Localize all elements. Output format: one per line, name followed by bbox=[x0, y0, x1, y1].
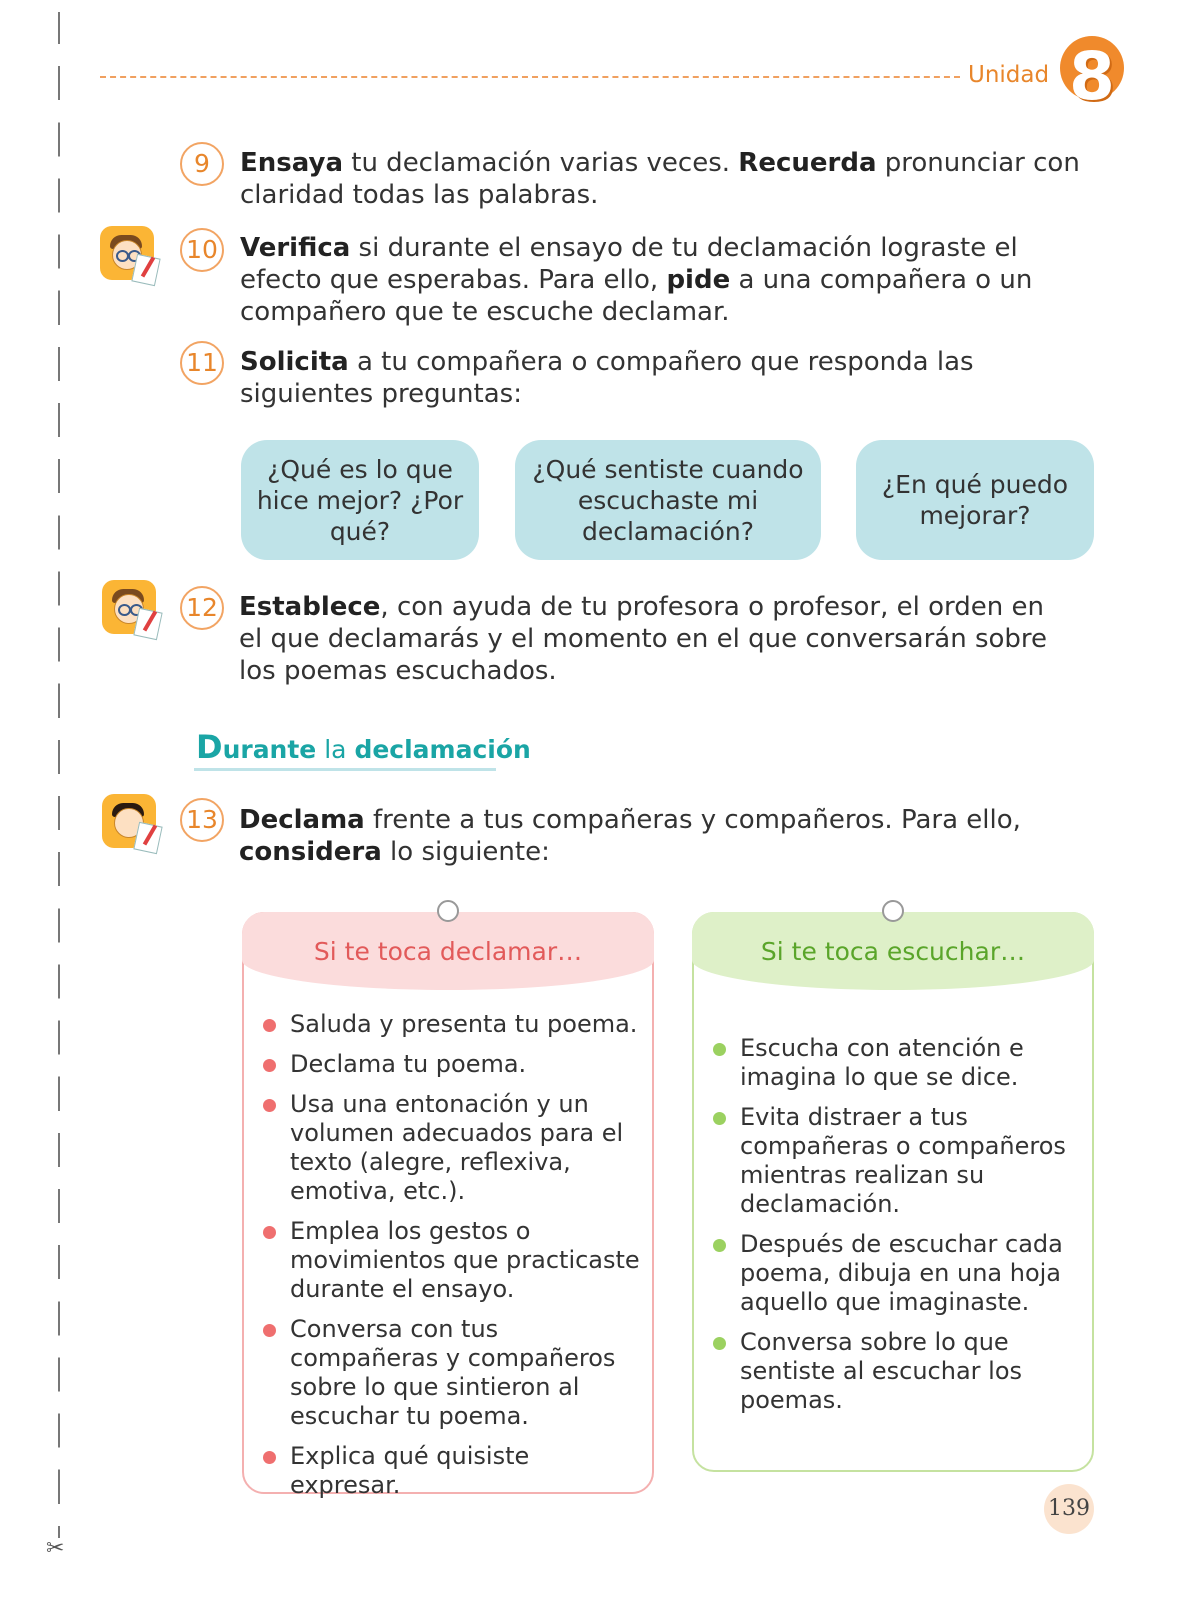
teacher-avatar-icon bbox=[102, 580, 156, 634]
header-divider bbox=[100, 76, 960, 78]
step-text: Establece, con ayuda de tu profesora o profesor, el orden en el que declamarás y el momento en el que conversarán sobre los poemas escuchados. bbox=[239, 592, 1048, 686]
step-number: 9 bbox=[180, 142, 224, 186]
list-item: Explica qué quisiste expresar. bbox=[290, 1442, 640, 1500]
step-number: 13 bbox=[180, 798, 224, 842]
section-underline bbox=[194, 768, 496, 771]
step-text: Declama frente a tus compañeras y compañeros. Para ello, considera lo siguiente: bbox=[239, 805, 1021, 867]
question-bubble: ¿En qué puedo mejorar? bbox=[856, 440, 1094, 560]
step-text: Solicita a tu compañera o compañero que responda las siguientes preguntas: bbox=[240, 347, 974, 409]
student-pair-avatar-icon bbox=[100, 226, 154, 280]
escuchar-list bbox=[740, 1034, 1080, 1426]
step-text: Ensaya tu declamación varias veces. Recuerda pronunciar con claridad todas las palabras. bbox=[240, 148, 1080, 210]
section-title: Durante la declamación bbox=[196, 728, 531, 766]
step-number: 12 bbox=[180, 586, 224, 630]
unit-label: Unidad bbox=[968, 62, 1050, 88]
list-item: Evita distraer a tus compañeras o compañeros mientras realizan su declamación. bbox=[740, 1103, 1080, 1219]
step-number: 11 bbox=[180, 341, 224, 385]
list-item: Escucha con atención e imagina lo que se dice. bbox=[740, 1034, 1080, 1092]
page-number: 139 bbox=[1044, 1484, 1094, 1534]
card-escuchar bbox=[692, 912, 1094, 1472]
declamar-list bbox=[290, 1010, 640, 1511]
card-title: Si te toca escuchar… bbox=[692, 912, 1094, 990]
card-title: Si te toca declamar… bbox=[242, 912, 654, 990]
scissors-icon: ✂ bbox=[46, 1536, 65, 1561]
list-item: Declama tu poema. bbox=[290, 1050, 640, 1079]
cut-line bbox=[58, 12, 60, 1582]
list-item: Saluda y presenta tu poema. bbox=[290, 1010, 640, 1039]
student-avatar-icon bbox=[102, 794, 156, 848]
unit-number: 8 bbox=[1069, 38, 1115, 115]
card-declamar bbox=[242, 912, 654, 1499]
step-text: Verifica si durante el ensayo de tu declamación lograste el efecto que esperabas. Para ello, pide a una compañera o un compañero que te escuche declamar. bbox=[240, 233, 1033, 327]
tag-hole-icon bbox=[882, 900, 904, 922]
list-item: Emplea los gestos o movimientos que practicaste durante el ensayo. bbox=[290, 1217, 640, 1303]
question-bubble: ¿Qué sentiste cuando escuchaste mi declamación? bbox=[515, 440, 821, 560]
list-item: Conversa sobre lo que sentiste al escuchar los poemas. bbox=[740, 1328, 1080, 1415]
list-item: Después de escuchar cada poema, dibuja en una hoja aquello que imaginaste. bbox=[740, 1230, 1080, 1317]
question-bubble: ¿Qué es lo que hice mejor? ¿Por qué? bbox=[241, 440, 479, 560]
step-number: 10 bbox=[180, 228, 224, 272]
list-item: Usa una entonación y un volumen adecuados para el texto (alegre, reflexiva, emotiva, etc.). bbox=[290, 1090, 640, 1206]
tag-hole-icon bbox=[437, 900, 459, 922]
list-item: Conversa con tus compañeras y compañeros sobre lo que sintieron al escuchar tu poema. bbox=[290, 1315, 640, 1431]
